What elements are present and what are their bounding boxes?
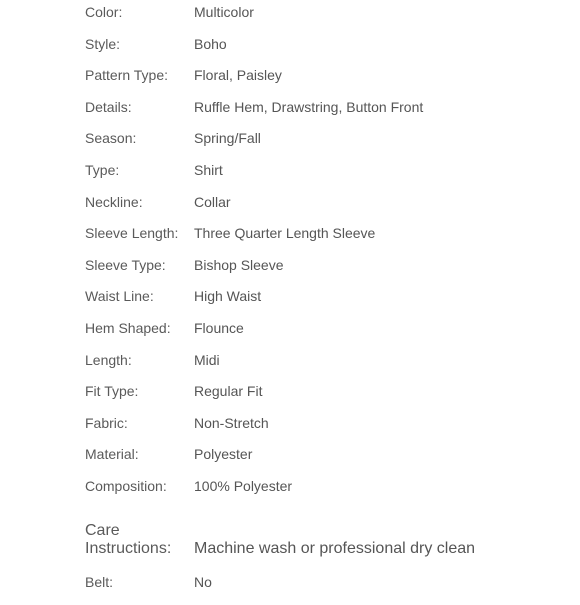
- spec-value: No: [194, 574, 565, 590]
- spec-label: Details:: [85, 99, 194, 115]
- spec-row-composition: [85, 478, 565, 510]
- spec-row-pattern-type: [85, 67, 565, 99]
- spec-row-waist-line: [85, 288, 565, 320]
- spec-row-style: [85, 36, 565, 68]
- spec-label: Season:: [85, 130, 194, 146]
- spec-row-material: [85, 446, 565, 478]
- spec-label: Color:: [85, 4, 194, 20]
- spec-row-sleeve-length: [85, 225, 565, 257]
- spec-value: Three Quarter Length Sleeve: [194, 225, 565, 241]
- spec-value: Collar: [194, 194, 565, 210]
- spec-row-length: [85, 352, 565, 384]
- spec-label: Type:: [85, 162, 194, 178]
- spec-label: Style:: [85, 36, 194, 52]
- spec-row-neckline: [85, 194, 565, 226]
- spec-label: Fabric:: [85, 415, 194, 431]
- spec-value: Spring/Fall: [194, 130, 565, 146]
- spec-label: Waist Line:: [85, 288, 194, 304]
- spec-value: Polyester: [194, 446, 565, 462]
- spec-row-hem-shaped: [85, 320, 565, 352]
- spec-value: Floral, Paisley: [194, 67, 565, 83]
- spec-label: Belt:: [85, 574, 194, 590]
- spec-label: Material:: [85, 446, 194, 462]
- spec-label: Composition:: [85, 478, 194, 494]
- spec-row-belt: [85, 574, 565, 605]
- spec-label: Fit Type:: [85, 383, 194, 399]
- spec-row-care-instructions: [85, 510, 565, 558]
- spec-value: Regular Fit: [194, 383, 565, 399]
- spec-row-fabric: [85, 415, 565, 447]
- spec-value: Flounce: [194, 320, 565, 336]
- spec-label: Sleeve Length:: [85, 225, 194, 241]
- spec-row-type: [85, 162, 565, 194]
- spec-value: Ruffle Hem, Drawstring, Button Front: [194, 99, 565, 115]
- spec-label: Hem Shaped:: [85, 320, 194, 336]
- spec-row-season: [85, 130, 565, 162]
- spec-label: Care Instructions:: [85, 522, 194, 558]
- spec-value: Bishop Sleeve: [194, 257, 565, 273]
- spec-value: 100% Polyester: [194, 478, 565, 494]
- spec-value: Multicolor: [194, 4, 565, 20]
- spec-row-fit-type: [85, 383, 565, 415]
- spec-row-details: [85, 99, 565, 131]
- spec-value: Shirt: [194, 162, 565, 178]
- product-specs-list: [85, 4, 565, 605]
- spec-value: Machine wash or professional dry clean: [194, 540, 565, 558]
- spec-label: Length:: [85, 352, 194, 368]
- spec-value: High Waist: [194, 288, 565, 304]
- spec-value: Boho: [194, 36, 565, 52]
- spec-row-color: [85, 4, 565, 36]
- spec-label: Neckline:: [85, 194, 194, 210]
- spec-value: Midi: [194, 352, 565, 368]
- spec-label: Sleeve Type:: [85, 257, 194, 273]
- spec-row-sleeve-type: [85, 257, 565, 289]
- spec-value: Non-Stretch: [194, 415, 565, 431]
- spec-label: Pattern Type:: [85, 67, 194, 83]
